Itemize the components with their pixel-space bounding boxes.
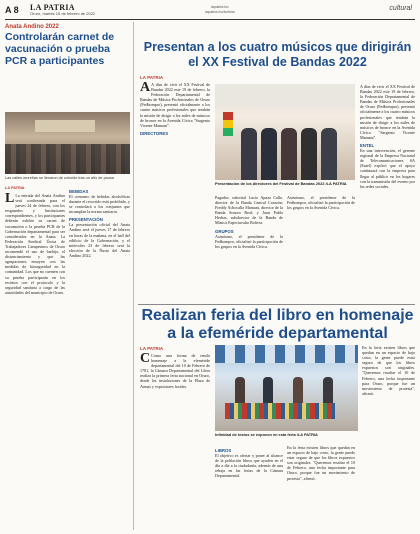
left-story-text: La presentación oficial del Anata Andino será el jueves 17 de febrero en horas de la mañana, en el hall del edificio de la Gobernación, y el miércoles 23 de febrero será la elección de la Ñusta del Anata Andino 2022. [69,222,130,258]
header-info-line: lapatria.bo/bolivia [205,9,235,14]
bottom-story-col2 [215,445,283,529]
top-story-kicker: LA PATRIA [140,75,164,80]
bottom-story-headline: Realizan feria del libro en homenaje a la efeméride departamental [141,307,414,342]
column-divider [133,22,134,530]
page-number: A 8 [5,5,19,15]
bottom-story-col2b [287,445,355,529]
bottom-story-kicker: LA PATRIA [140,346,164,351]
left-story-text: La entrada del Anata Andino será confirmada para el jueves 24 de febrero, con los resguardos y limitaciones correspondientes, y los participantes deberán exhibir su carnet de vacunación o la prueba PCR de la Gobernación departamental para ser considerados en la Anata. La Federación Sindical Única de Trabajadores Campesinos de Oruro recomendó el uso de barbijo, el distanciamiento y que las agrupaciones ensayen con las medidas de bioseguridad en la comunidad. Los que no cuenten con su prueba participarán en los recintos con el protocolo y la seguridad sanitaria a cargo de las autoridades del municipio de Oruro. [5,193,65,295]
bottom-story-text: El objetivo es ofertar y poner al alcance de la población libros que ayuden en el día a día a la ciudadanía, además de una rebaja en las ferias de la Cámara Departamental. [215,453,283,479]
top-story-text: Asimismo, el presidente de la Fedbompro, oficializó la participación de los grupos en la Avenida Cívica. [287,195,355,211]
caption-text: Infinidad de textos se exponen en esta feria [215,432,296,437]
left-story-photo [5,112,130,174]
page-header [0,0,420,20]
bottom-story-col1 [140,353,210,529]
photo-flag [223,112,233,136]
top-story-text: A días de vivir el XX Festival de Bandas 2022 este 19 de febrero, la Federación Departamental de Bandas de Música Profesionales de Oruro (Fedbompro), presentó oficialmente a los cuatro músicos profesionales que tendrán la misión de dirigir a los miles de músicos de bronce en la Avenida Cívica "Sargento Vicente Mamani". [140,82,210,128]
subhead-entel: ENTEL [360,143,375,149]
top-story-col3 [360,84,415,300]
photo-person [261,128,277,180]
photo-person [241,128,257,180]
top-story-col1 [140,82,210,300]
top-story-text: En una intervención, el gerente regional de la Empresa Nacional de Telecomunicaciones SA (Entel) explicó que el apoyo continuará con la empresa para llegar al público en los hogares con la transmisión del evento por las redes sociales. [360,148,415,189]
bottom-story-col3 [362,345,415,529]
top-story-text: Asimismo, el presidente de la Fedbompro, oficializó la participación de los grupos en la Avenida Cívica. [215,233,283,249]
left-story-credit: LA PATRIA [5,186,25,190]
top-story-text: A días de vivir el XX Festival de Bandas 2022 este 19 de febrero, la Federación Departamental de Bandas de Música Profesionales de Oruro (Fedbompro), presentó oficialmente a los cuatro músicos profesionales que tendrán la misión de dirigir a los miles de músicos de bronce en la Avenida Cívica "Sargento Vicente Mamani". [360,84,415,140]
newspaper-name: LA PATRIA [30,3,75,12]
photo-person [321,128,337,180]
subhead-bebidas: BEBIDAS [69,189,89,194]
photo-banner [35,120,95,132]
photo-tent [215,345,358,363]
photo-person [281,128,297,180]
top-story-caption [215,182,355,187]
left-story-col1 [5,193,65,529]
top-story-text: Pagador; subcrital Lucio Apaza Calle, director de la Banda Central Corazón; Freddy Achocalla Mamani, director de la Banda Sonora Real; y Juan Pablo Herbas, subdirector de la Banda de Música Espectacular Bolivia. [215,195,283,226]
dropcap: A [140,82,151,95]
photo-wall [215,84,355,108]
photo-person [301,128,317,180]
dropcap: L [5,193,15,206]
caption-text: Presentación de los directores del Festival de Bandas 2022 [215,181,325,186]
photo-book-table [225,403,335,419]
header-info-line: lapatria.bo [210,5,229,9]
dropcap: C [140,353,151,366]
bottom-story-text: En la feria existen libros que quedan en un espacio de bajo costo, la gente puede estar seguro de que los libros expuestos son originales. "Queremos resaltar el 10 de Febrero, una fecha importante para Oruro, porque fue un movimiento de protesta", afirmó. [362,345,415,396]
bottom-story-text: Como una forma de rendir homenaje a la efeméride departamental del 10 de Febrero de 1781, la Cámara Departamental del Libro realiza la primera feria nacional en Oruro, desde las instalaciones de la Plaza de Armas y expositores locales. [140,353,210,389]
subhead-grupos: GRUPOS [215,228,234,234]
story-separator [138,304,415,305]
header-rule [5,19,415,20]
left-story-col2 [69,186,130,529]
top-story-col2b [287,195,355,300]
bottom-story-photo [215,345,358,431]
subhead-libros: LIBROS [215,448,232,453]
bottom-story-caption [215,433,358,438]
header-center-info [205,5,235,14]
dateline: Oruro, martes 15 de febrero de 2022 [30,11,96,16]
subhead-directores: DIRECTORES [140,130,169,136]
top-story-photo [215,84,355,180]
top-story-headline: Presentan a los cuatro músicos que dirigirán el XX Festival de Bandas 2022 [143,40,412,69]
left-story-caption: Las calles orureñas se llenaron de colorido tras un año de pausa [5,176,114,180]
left-story-kicker: Anata Andino 2022 [5,24,59,30]
caption-credit: /LA PATRIA [296,432,318,437]
section-label: cultural [389,5,412,12]
top-story-col2 [215,195,283,300]
left-story-headline: Controlarán carnet de vacunación o prueba PCR a participantes [5,31,115,67]
left-story-text: El consumo de bebidas alcohólicas durante el recorrido está prohibido, y se controlará a los conjuntos que incumplan la norma sanitaria. [69,194,130,215]
subhead-presentacion: PRESENTACIÓN [69,217,103,223]
caption-credit: /LA PATRIA [325,181,347,186]
photo-crowd [5,144,130,174]
bottom-story-text: En la feria existen libros que quedan en un espacio de bajo costo, la gente puede estar seguro de que los libros expuestos son originales. "Queremos resaltar el 10 de Febrero, una fecha importante para Oruro, porque fue un movimiento de protesta", afirmó. [287,445,355,481]
